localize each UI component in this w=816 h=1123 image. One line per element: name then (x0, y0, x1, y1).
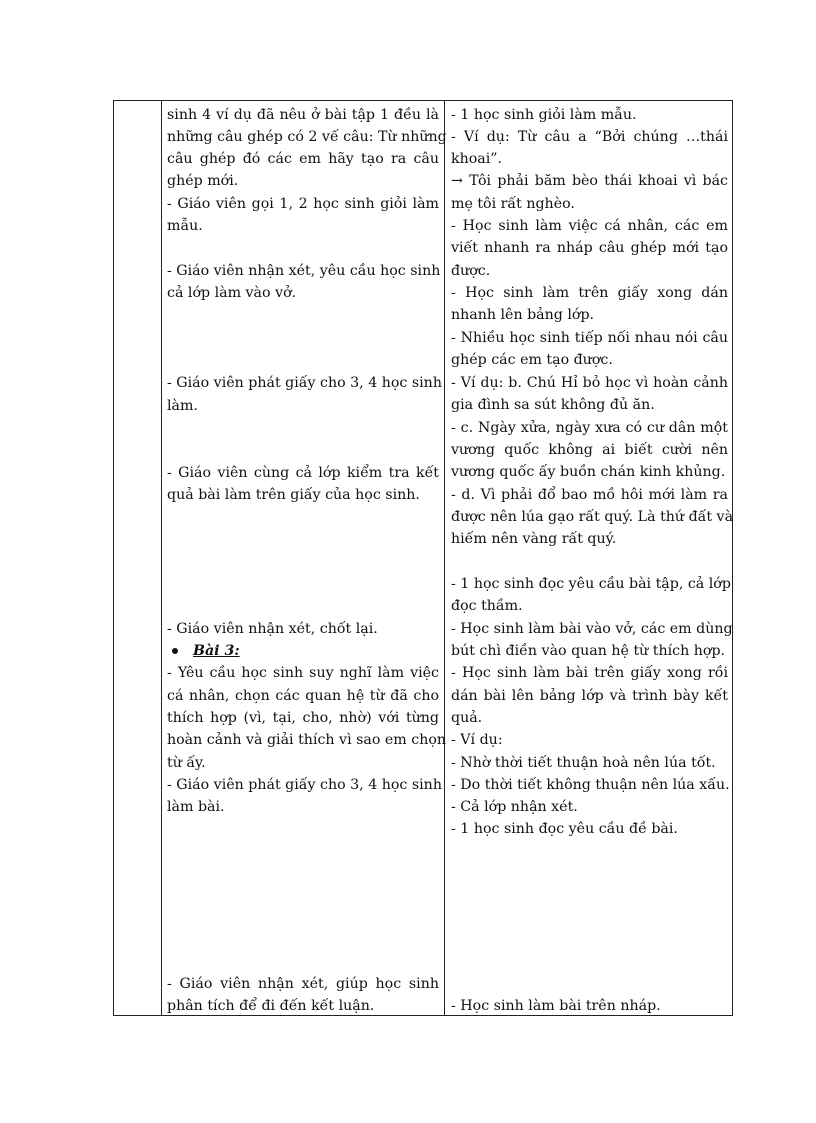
right-line: vương quốc không ai biết cười nên (451, 442, 728, 458)
right-line: - Ví dụ: b. Chú Hỉ bỏ học vì hoàn cảnh (451, 375, 728, 391)
right-line: - Do thời tiết không thuận nên lúa xấu. (451, 777, 730, 793)
right-line: - 1 học sinh đọc yêu cầu bài tập, cả lớp (451, 576, 731, 592)
right-line: hiếm nên vàng rất quý. (451, 531, 617, 547)
right-line: - Nhiều học sinh tiếp nối nhau nói câu (451, 330, 728, 346)
right-line: ghép các em tạo được. (451, 352, 613, 368)
left-line: mẫu. (167, 218, 203, 234)
right-line: khoai”. (451, 151, 503, 167)
left-line: - Giáo viên nhận xét, yêu cầu học sinh (167, 263, 441, 279)
left-line: ghép mới. (167, 173, 239, 189)
left-line: làm. (167, 398, 198, 414)
left-line: - Giáo viên cùng cả lớp kiểm tra kết (167, 465, 439, 481)
right-line: mẹ tôi rất nghèo. (451, 196, 575, 212)
teacher-activities-column (167, 101, 447, 1015)
column-divider-2 (444, 101, 445, 1015)
right-line: đọc thầm. (451, 598, 523, 614)
left-line: - Giáo viên phát giấy cho 3, 4 học sinh (167, 777, 442, 793)
right-line: - Ví dụ: (451, 732, 503, 748)
right-line: - c. Ngày xửa, ngày xưa có cư dân một (451, 420, 728, 436)
right-line: nhanh lên bảng lớp. (451, 307, 595, 323)
right-line: được. (451, 263, 491, 279)
right-line: - Ví dụ: Từ câu a “Bởi chúng …thái (451, 129, 728, 145)
right-line: - Học sinh làm việc cá nhân, các em (451, 218, 728, 234)
left-line: làm bài. (167, 799, 225, 815)
right-line: bút chì điền vào quan hệ từ thích hợp. (451, 643, 726, 659)
left-line: hoàn cảnh và giải thích vì sao em chọn (167, 732, 447, 748)
right-line: vương quốc ấy buồn chán kinh khủng. (451, 464, 726, 480)
right-line: - 1 học sinh đọc yêu cầu đề bài. (451, 821, 678, 837)
bullet-icon (172, 648, 178, 654)
section-heading-bai-3: Bài 3: (193, 643, 240, 659)
right-line: - Học sinh làm trên giấy xong dán (451, 285, 728, 301)
lesson-table (113, 100, 733, 1016)
right-line: - Cả lớp nhận xét. (451, 799, 578, 815)
right-line: viết nhanh ra nháp câu ghép mới tạo (451, 240, 728, 256)
left-line: quả bài làm trên giấy của học sinh. (167, 487, 420, 503)
left-line: từ ấy. (167, 755, 206, 771)
right-line: → Tôi phải băm bèo thái khoai vì bác (451, 173, 728, 189)
right-line: - Nhờ thời tiết thuận hoà nên lúa tốt. (451, 755, 716, 771)
right-line: - Học sinh làm bài trên giấy xong rồi (451, 665, 728, 681)
right-line: gia đình sa sút không đủ ăn. (451, 397, 655, 413)
left-line: sinh 4 ví dụ đã nêu ở bài tập 1 đều là (167, 107, 439, 123)
right-line: - d. Vì phải đổ bao mồ hôi mới làm ra (451, 487, 728, 503)
right-line: được nên lúa gạo rất quý. Là thứ đất và (451, 509, 734, 525)
left-line: - Giáo viên nhận xét, giúp học sinh (167, 976, 439, 992)
left-line: - Giáo viên phát giấy cho 3, 4 học sinh (167, 375, 442, 391)
left-line: cả lớp làm vào vở. (167, 285, 297, 301)
column-divider-1 (161, 101, 162, 1015)
right-line: quả. (451, 710, 483, 726)
left-line: phân tích để đi đến kết luận. (167, 998, 375, 1014)
left-line: - Giáo viên nhận xét, chốt lại. (167, 621, 378, 637)
left-line: - Yêu cầu học sinh suy nghĩ làm việc (167, 665, 439, 681)
left-line: - Giáo viên gọi 1, 2 học sinh giỏi làm (167, 196, 439, 212)
student-activities-column (451, 101, 734, 1015)
right-line: - Học sinh làm bài trên nháp. (451, 998, 661, 1014)
left-line: câu ghép đó các em hãy tạo ra câu (167, 151, 439, 167)
right-line: - 1 học sinh giỏi làm mẫu. (451, 107, 637, 123)
right-line: dán bài lên bảng lớp và trình bày kết (451, 688, 728, 704)
left-line: thích hợp (vì, tại, cho, nhờ) với từng (167, 710, 439, 726)
left-line: những câu ghép có 2 vế câu: Từ những (167, 129, 447, 145)
right-line: - Học sinh làm bài vào vở, các em dùng (451, 621, 733, 637)
left-line: cá nhân, chọn các quan hệ từ đã cho (167, 688, 439, 704)
